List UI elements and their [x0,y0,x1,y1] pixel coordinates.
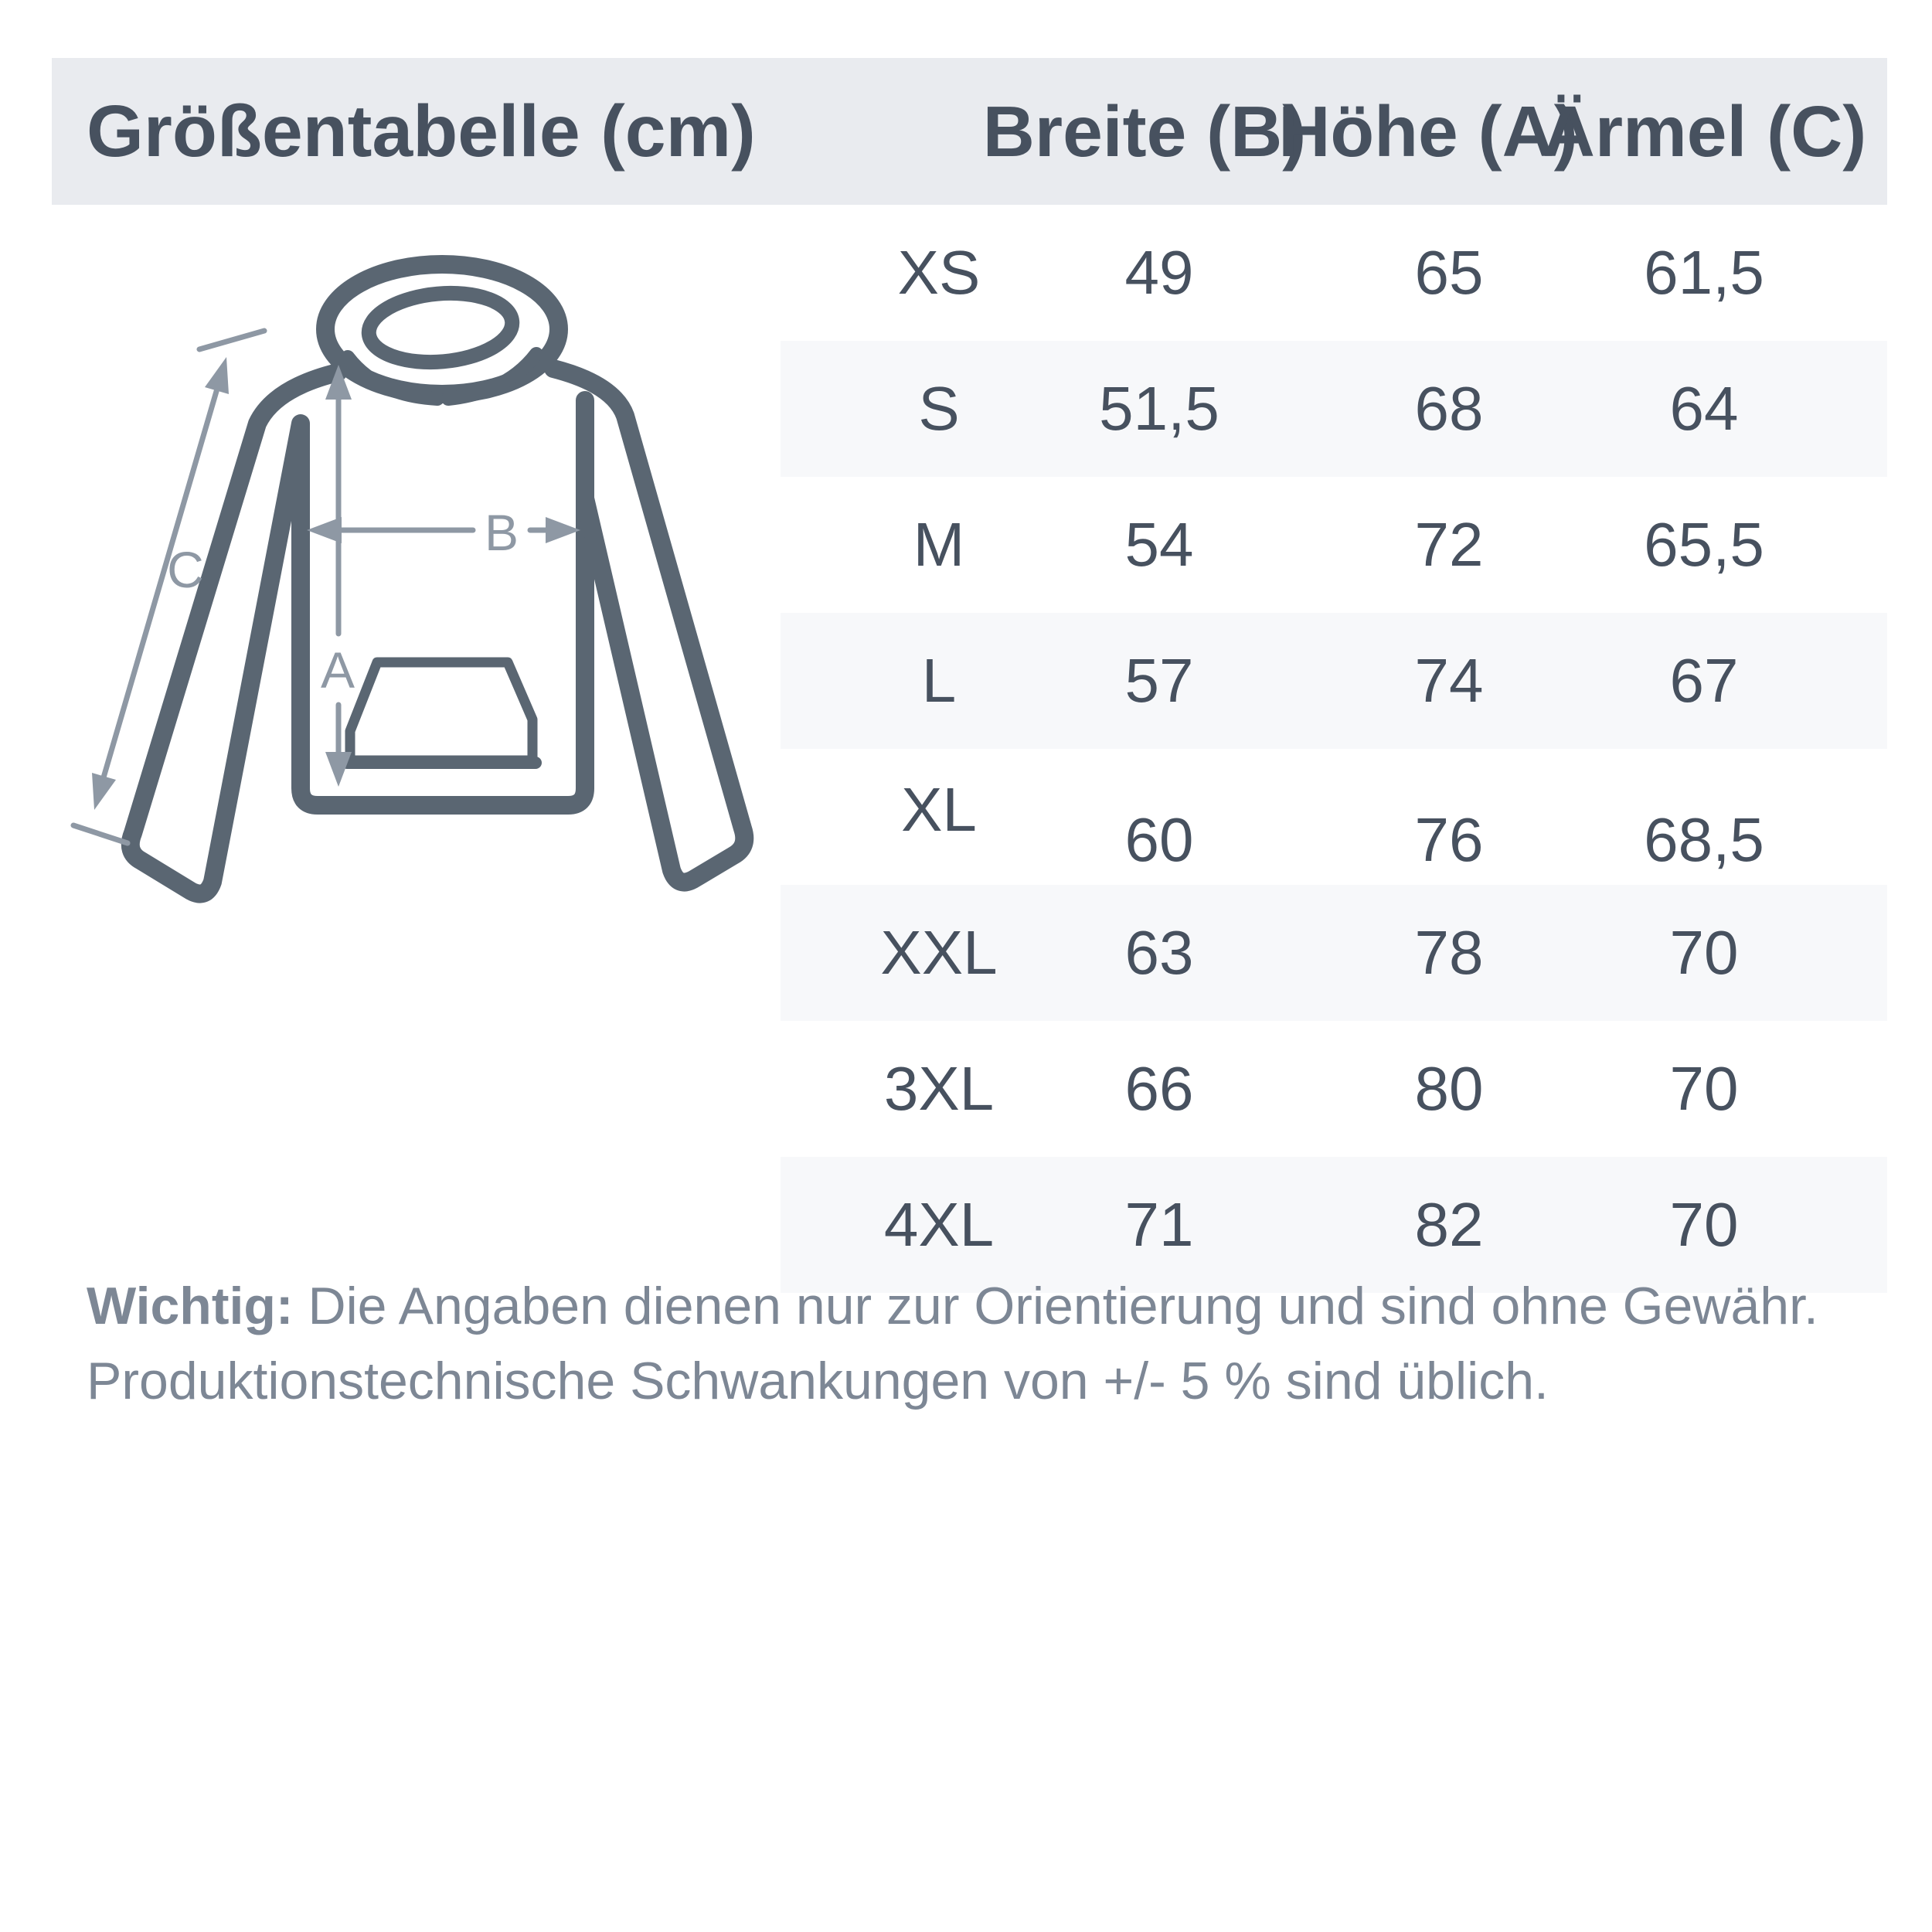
size-label: XS [897,238,981,307]
hoehe-value: 78 [1414,918,1484,987]
breite-value: 54 [1124,510,1194,579]
table-row [781,341,1887,477]
table-row [781,613,1887,749]
aermel-value: 68,5 [1644,805,1764,874]
aermel-value: 61,5 [1644,238,1764,307]
sleeve-dimension-label: C [167,541,204,598]
hoehe-value: 65 [1414,238,1484,307]
hoehe-value: 80 [1414,1054,1484,1123]
breite-value: 60 [1124,805,1194,874]
hoehe-value: 68 [1414,374,1484,443]
size-label: XL [901,775,977,844]
hoodie-measurement-diagram [46,255,788,935]
table-row [781,205,1887,341]
size-label: 4XL [883,1190,995,1259]
size-label: XXL [880,918,998,987]
aermel-value: 64 [1669,374,1739,443]
hoehe-value: 72 [1414,510,1484,579]
table-row [781,1021,1887,1157]
breite-value: 49 [1124,238,1194,307]
aermel-value: 70 [1669,1190,1739,1259]
hoehe-value: 74 [1414,646,1484,715]
size-label: L [921,646,957,715]
aermel-value: 70 [1669,918,1739,987]
breite-value: 71 [1124,1190,1194,1259]
aermel-value: 70 [1669,1054,1739,1123]
size-label: S [918,374,960,443]
size-table-body [781,205,1887,1293]
height-dimension-label: A [320,641,355,699]
breite-value: 51,5 [1099,374,1219,443]
hoodie-diagram-icon [46,255,788,935]
column-header-breite: Breite (B) [982,91,1307,172]
width-dimension-label: B [484,504,519,561]
disclaimer-highlight: Wichtig: [87,1277,294,1335]
aermel-value: 67 [1669,646,1739,715]
table-header [52,58,1887,205]
page-title: Größentabelle (cm) [87,90,756,172]
breite-value: 57 [1124,646,1194,715]
disclaimer-line-1 [87,1269,1895,1344]
column-header-hoehe: Höhe (A) [1278,91,1578,172]
hoehe-value: 76 [1414,805,1484,874]
breite-value: 63 [1124,918,1194,987]
breite-value: 66 [1124,1054,1194,1123]
column-header-aermel: Ärmel (C) [1543,91,1867,172]
aermel-value: 65,5 [1644,510,1764,579]
table-row [781,477,1887,613]
disclaimer-line-2: Produktionstechnische Schwankungen von +/- 5 % sind üblich. [87,1352,1549,1410]
disclaimer-note [87,1269,1895,1419]
disclaimer-line-1-text: Die Angaben dienen nur zur Orientierung und sind ohne Gewähr. [293,1277,1818,1335]
size-label: M [913,510,965,579]
table-row [781,885,1887,1021]
size-label: 3XL [883,1054,995,1123]
hoehe-value: 82 [1414,1190,1484,1259]
table-row [781,749,1887,885]
